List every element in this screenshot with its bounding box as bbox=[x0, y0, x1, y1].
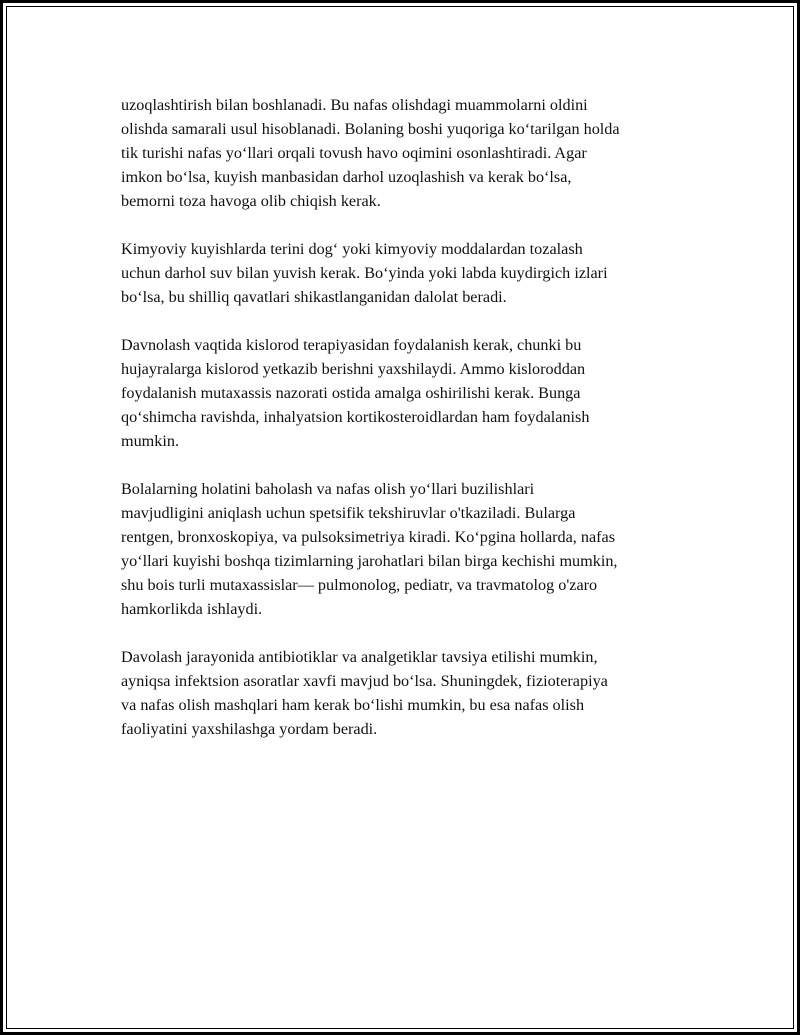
text-line: uchun darhol suv bilan yuvish kerak. Bo‘yinda yoki labda kuydirgich izlari bbox=[121, 264, 608, 282]
text-line: bemorni toza havoga olib chiqish kerak. bbox=[121, 192, 381, 210]
text-line: hujayralarga kislorod yetkazib berishni yaxshilaydi. Ammo kisloroddan bbox=[121, 360, 586, 378]
paragraph bbox=[121, 93, 691, 213]
paragraph bbox=[121, 477, 691, 621]
text-line: rentgen, bronxoskopiya, va pulsoksimetriya kiradi. Ko‘pgina hollarda, nafas bbox=[121, 528, 616, 546]
paragraph bbox=[121, 237, 691, 309]
text-line: mumkin. bbox=[121, 432, 180, 450]
text-line: yo‘llari kuyishi boshqa tizimlarning jarohatlari bilan birga kechishi mumkin, bbox=[121, 552, 618, 570]
text-line: imkon bo‘lsa, kuyish manbasidan darhol uzoqlashish va kerak bo‘lsa, bbox=[121, 168, 572, 186]
document-body bbox=[121, 93, 691, 765]
text-line: uzoqlashtirish bilan boshlanadi. Bu nafas olishdagi muammolarni oldini bbox=[121, 96, 588, 114]
text-line: va nafas olish mashqlari ham kerak bo‘lishi mumkin, bu esa nafas olish bbox=[121, 696, 585, 714]
text-line: Davolash jarayonida antibiotiklar va analgetiklar tavsiya etilishi mumkin, bbox=[121, 648, 598, 666]
text-line: tik turishi nafas yo‘llari orqali tovush havo oqimini osonlashtiradi. Agar bbox=[121, 144, 587, 162]
text-line: faoliyatini yaxshilashga yordam beradi. bbox=[121, 720, 378, 738]
paragraph bbox=[121, 645, 691, 741]
text-line: foydalanish mutaxassis nazorati ostida amalga oshirilishi kerak. Bunga bbox=[121, 384, 581, 402]
text-line: mavjudligini aniqlash uchun spetsifik tekshiruvlar o'tkaziladi. Bularga bbox=[121, 504, 576, 522]
paragraph bbox=[121, 333, 691, 453]
text-line: Bolalarning holatini baholash va nafas olish yo‘llari buzilishlari bbox=[121, 480, 535, 498]
text-line: bo‘lsa, bu shilliq qavatlari shikastlanganidan dalolat beradi. bbox=[121, 288, 507, 306]
text-line: shu bois turli mutaxassislar— pulmonolog, pediatr, va travmatolog o'zaro bbox=[121, 576, 598, 594]
text-line: Davnolash vaqtida kislorod terapiyasidan foydalanish kerak, chunki bu bbox=[121, 336, 582, 354]
text-line: Kimyoviy kuyishlarda terini dog‘ yoki kimyoviy moddalardan tozalash bbox=[121, 240, 583, 258]
text-line: hamkorlikda ishlaydi. bbox=[121, 600, 263, 618]
text-line: ayniqsa infektsion asoratlar xavfi mavjud bo‘lsa. Shuningdek, fizioterapiya bbox=[121, 672, 608, 690]
text-line: olishda samarali usul hisoblanadi. Bolaning boshi yuqoriga ko‘tarilgan holda bbox=[121, 120, 620, 138]
text-line: qo‘shimcha ravishda, inhalyatsion kortikosteroidlardan ham foydalanish bbox=[121, 408, 590, 426]
